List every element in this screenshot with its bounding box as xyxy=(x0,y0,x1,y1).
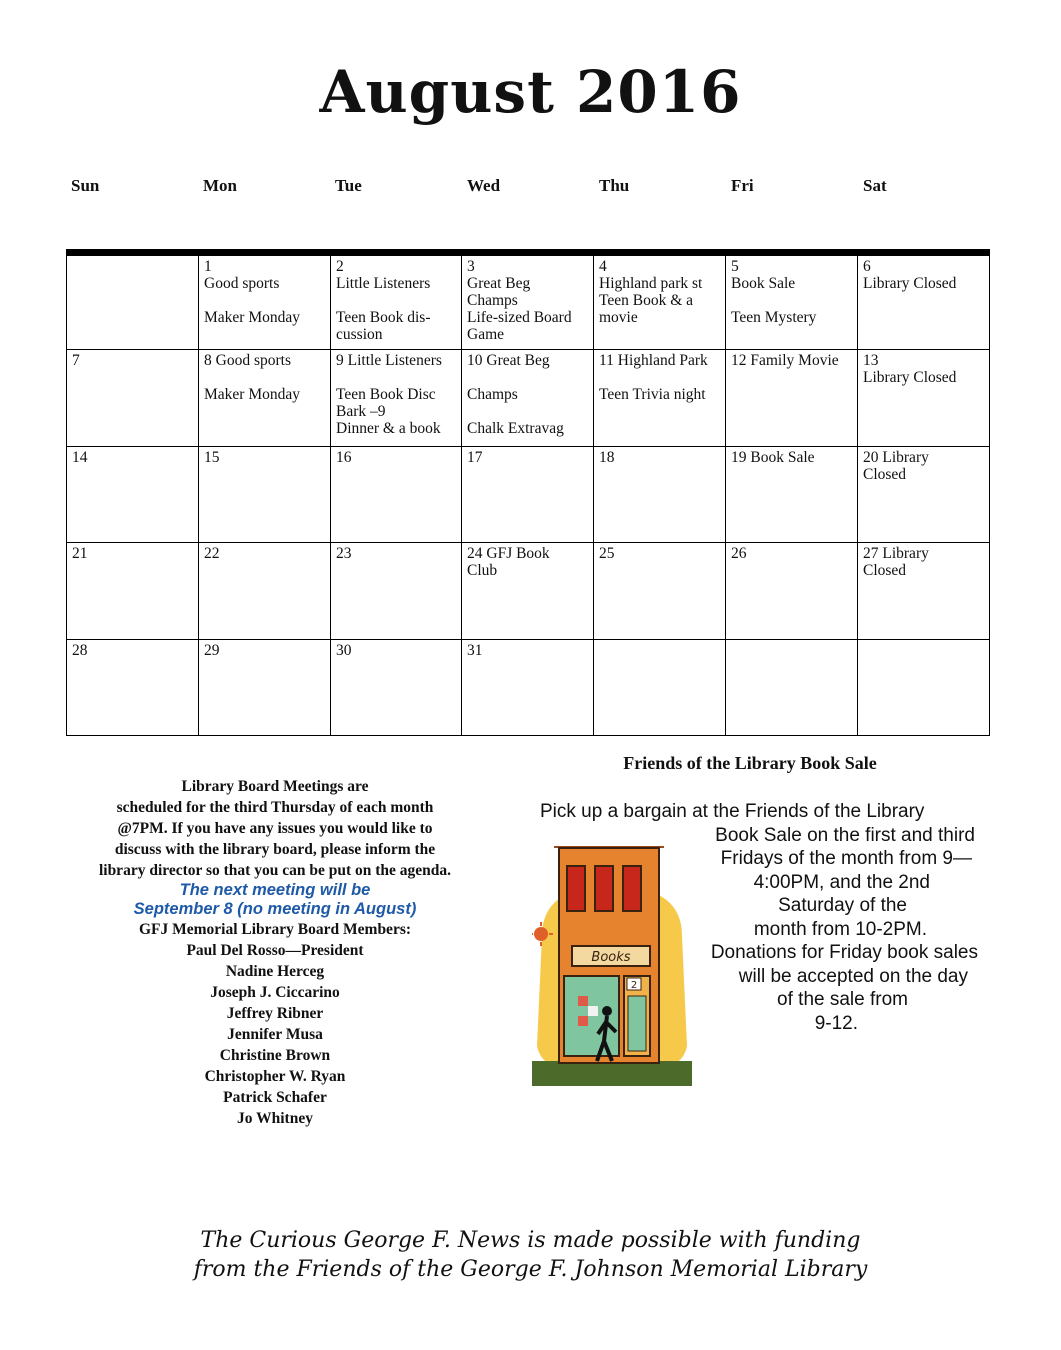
calendar-day-cell: 18 xyxy=(594,447,726,543)
book-stack xyxy=(588,1006,598,1016)
calendar-day-cell: 20 Library Closed xyxy=(858,447,990,543)
sale-text-line: of the sale from xyxy=(777,989,908,1010)
weekday-wed: Wed xyxy=(467,176,501,195)
book-stack xyxy=(578,1016,588,1026)
calendar-day-cell: 16 xyxy=(331,447,462,543)
calendar-day-cell: 6 Library Closed xyxy=(858,256,990,350)
footer-line-1: The Curious George F. News is made possible with funding xyxy=(200,1228,861,1253)
sale-text-line: Donations for Friday book sales xyxy=(710,942,978,963)
calendar-day-cell: 3 Great Beg Champs Life-sized Board Game xyxy=(462,256,594,350)
board-member: Joseph J. Ciccarino xyxy=(210,984,340,1001)
footer-line-2: from the Friends of the George F. Johnson Memorial Library xyxy=(193,1257,868,1282)
calendar-day-cell: 21 xyxy=(67,543,199,640)
upper-window xyxy=(623,866,641,911)
board-member: Patrick Schafer xyxy=(223,1089,327,1106)
weekday-fri: Fri xyxy=(731,176,754,195)
board-text-line: library director so that you can be put on the agenda. xyxy=(98,862,452,879)
door-glass xyxy=(628,996,646,1051)
sale-text-line: 4:00PM, and the 2nd xyxy=(753,871,930,893)
calendar-day-cell: 29 xyxy=(199,640,331,736)
calendar-day-cell: 30 xyxy=(331,640,462,736)
ground xyxy=(532,1061,692,1086)
calendar-day-cell: 24 GFJ Book Club xyxy=(462,543,594,640)
weekday-thu: Thu xyxy=(599,176,630,195)
calendar-day-cell: 7 xyxy=(67,350,199,447)
page-title: August 2016 xyxy=(319,58,742,126)
book-stack xyxy=(578,996,588,1006)
weekday-mon: Mon xyxy=(203,176,237,195)
board-text-line: Library Board Meetings are xyxy=(181,778,369,795)
sale-text-line: month from 10-2PM. xyxy=(753,918,927,940)
calendar-day-cell: 27 Library Closed xyxy=(858,543,990,640)
bookstore-illustration xyxy=(532,846,692,1086)
sale-text-line: Saturday of the xyxy=(778,895,907,916)
calendar-day-cell: 26 xyxy=(726,543,858,640)
book-sale-heading: Friends of the Library Book Sale xyxy=(623,753,877,773)
next-meeting-date: September 8 (no meeting in August) xyxy=(133,900,417,918)
calendar-day-cell: 12 Family Movie xyxy=(726,350,858,447)
calendar-day-cell xyxy=(67,256,199,350)
calendar-day-cell: 15 xyxy=(199,447,331,543)
calendar-day-cell: 10 Great Beg Champs Chalk Extravag xyxy=(462,350,594,447)
calendar-day-cell: 17 xyxy=(462,447,594,543)
calendar-day-cell: 1 Good sports Maker Monday xyxy=(199,256,331,350)
calendar-day-cell: 9 Little Listeners Teen Book Disc Bark –9 Dinner & a book xyxy=(331,350,462,447)
sale-text-line: Pick up a bargain at the Friends of the Library xyxy=(540,801,925,822)
board-member: Christine Brown xyxy=(219,1047,331,1064)
calendar-day-cell: 11 Highland Park Teen Trivia night xyxy=(594,350,726,447)
calendar-day-cell xyxy=(726,640,858,736)
board-member: Jo Whitney xyxy=(237,1110,313,1127)
calendar-day-cell: 5 Book Sale Teen Mystery xyxy=(726,256,858,350)
sign-label: Books xyxy=(591,950,631,965)
calendar-grid xyxy=(66,249,990,736)
sale-text-line: Fridays of the month from 9— xyxy=(720,848,972,869)
board-text-line: @7PM. If you have any issues you would like to xyxy=(117,820,433,837)
board-member: Nadine Herceg xyxy=(225,963,325,980)
board-member: Jennifer Musa xyxy=(227,1026,323,1043)
board-meeting-notice xyxy=(60,776,490,1129)
weekday-header-row xyxy=(66,176,990,198)
calendar-day-cell: 2 Little Listeners Teen Book dis- cussion xyxy=(331,256,462,350)
board-text-line: discuss with the library board, please inform the xyxy=(114,841,436,858)
calendar-day-cell: 19 Book Sale xyxy=(726,447,858,543)
board-member: Christopher W. Ryan xyxy=(204,1068,346,1085)
footer-credit xyxy=(0,1226,1061,1284)
board-member: Paul Del Rosso—President xyxy=(186,942,364,959)
calendar-day-cell: 28 xyxy=(67,640,199,736)
members-heading: GFJ Memorial Library Board Members: xyxy=(138,921,412,938)
calendar-day-cell: 13 Library Closed xyxy=(858,350,990,447)
weekday-sat: Sat xyxy=(863,176,887,195)
board-text-line: scheduled for the third Thursday of each month xyxy=(116,799,434,816)
door-number: 2 xyxy=(630,980,638,991)
sale-text-line: 9-12. xyxy=(814,1012,858,1034)
calendar-day-cell: 23 xyxy=(331,543,462,640)
calendar-day-cell: 22 xyxy=(199,543,331,640)
upper-window xyxy=(595,866,613,911)
calendar-day-cell: 25 xyxy=(594,543,726,640)
calendar-day-cell xyxy=(858,640,990,736)
calendar-day-cell xyxy=(594,640,726,736)
board-member: Jeffrey Ribner xyxy=(226,1005,324,1022)
sale-text-line: Book Sale on the first and third xyxy=(715,824,975,846)
upper-window xyxy=(567,866,585,911)
sale-text-line: will be accepted on the day xyxy=(738,965,968,987)
calendar-day-cell: 4 Highland park st Teen Book & a movie xyxy=(594,256,726,350)
calendar-day-cell: 8 Good sports Maker Monday xyxy=(199,350,331,447)
calendar-day-cell: 31 xyxy=(462,640,594,736)
calendar-day-cell: 14 xyxy=(67,447,199,543)
weekday-sun: Sun xyxy=(71,176,100,195)
next-meeting-line: The next meeting will be xyxy=(179,881,371,899)
weekday-tue: Tue xyxy=(335,176,362,195)
